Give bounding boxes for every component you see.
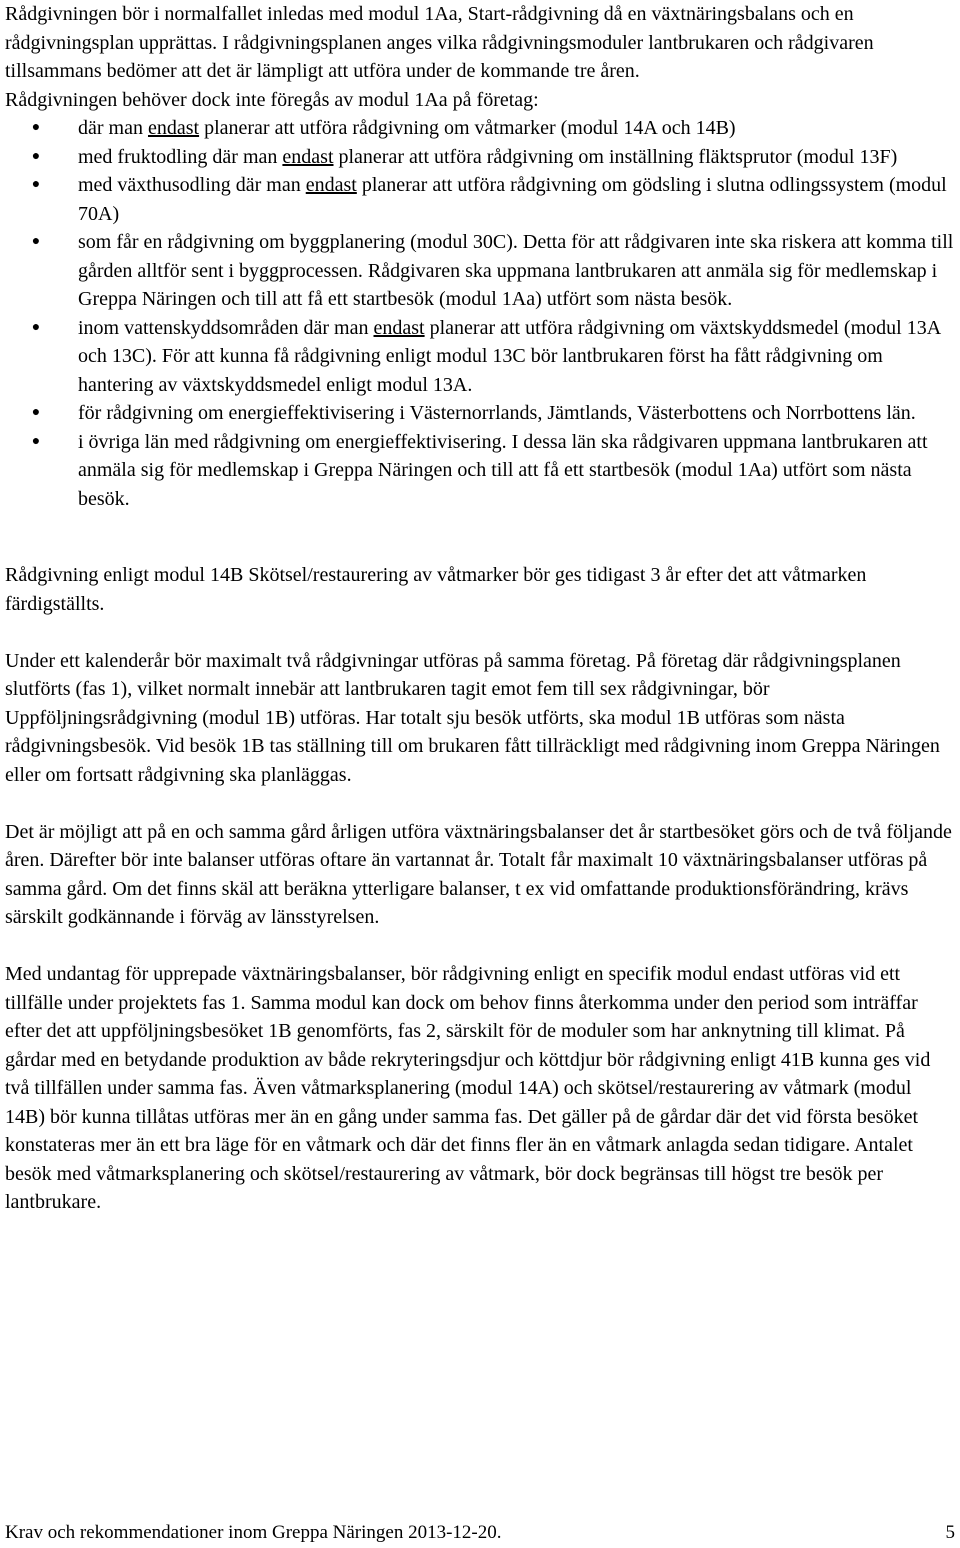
- bullet-icon: ●: [31, 148, 41, 164]
- list-item: [5, 228, 955, 314]
- document-page: [5, 0, 955, 1217]
- bullet-icon: ●: [31, 177, 41, 192]
- list-item: [5, 114, 955, 143]
- exception-list: [5, 114, 955, 513]
- intro-paragraph: Rådgivningen bör i normalfallet inledas med modul 1Aa, Start-rådgivning då en växtnäringsbalans och en rådgivningsplan upprättas. I rådgivningsplanen anges vilka rådgivningsmoduler lantbrukaren och rådgivaren tillsammans bedömer att det är lämpligt att utföra under de kommande tre åren.: [5, 3, 874, 82]
- paragraph-followup: Under ett kalenderår bör maximalt två rådgivningar utföras på samma företag. På företag där rådgivningsplanen slutförts (fas 1), vilket normalt innebär att lantbrukaren tagit emot fem till sex rådgivningar, bör Uppföljningsrådgivning (modul 1B) utföras. Har totalt sju besök utförts, ska modul 1B utföras som nästa rådgivningsbesök. Vid besök 1B tas ställning till om brukaren fått tillräckligt med rådgivning inom Greppa Näringen eller om fortsatt rådgivning ska planläggas.: [5, 649, 940, 786]
- bullet-icon: ●: [31, 433, 41, 449]
- list-item-text: planerar att utföra rådgivning om våtmarker (modul 14A och 14B): [199, 117, 736, 139]
- list-item-text: inom vattenskyddsområden där man: [78, 316, 374, 339]
- paragraph-nutrient-balances: Det är möjligt att på en och samma gård årligen utföra växtnäringsbalanser det år startbesöket görs och de två följande åren. Därefter bör inte balanser utföras oftare än vartannat år. Totalt får maximalt 10 växtnäringsbalanser utföras på samma gård. Om det finns skäl att beräkna ytterligare balanser, t ex vid omfattande produktionsförändring, krävs särskilt godkännande i förväg av länsstyrelsen.: [5, 820, 952, 928]
- page-number: 5: [945, 1522, 955, 1543]
- emphasis-underline: endast: [305, 174, 357, 196]
- list-item: [5, 143, 955, 172]
- list-item-text: för rådgivning om energieffektivisering i Västernorrlands, Jämtlands, Västerbottens och Norrbottens län.: [78, 402, 916, 424]
- list-item: [5, 314, 955, 400]
- list-item-text: planerar att utföra rådgivning om växtskyddsmedel (modul 13A och 13C). För att kunna få rådgivning enligt modul 13C bör lantbrukaren först ha fått rådgivning om hantering av växtskyddsmedel enligt modul 13A.: [78, 316, 941, 396]
- emphasis-underline: endast: [282, 145, 334, 168]
- list-item-text: med växthusodling där man: [78, 174, 306, 196]
- list-item: [5, 428, 955, 514]
- list-item-text: planerar att utföra rådgivning om inställning fläktsprutor (modul 13F): [333, 145, 898, 168]
- list-item: [5, 399, 955, 428]
- bullet-icon: ●: [31, 319, 41, 335]
- list-item-text: planerar att utföra rådgivning om gödsling i slutna odlingssystem (modul 70A): [78, 174, 947, 225]
- list-item: [5, 171, 955, 228]
- footer-text: Krav och rekommendationer inom Greppa Näringen 2013-12-20.: [5, 1522, 502, 1543]
- bullet-list-lead: Rådgivningen behöver dock inte föregås av modul 1Aa på företag:: [5, 88, 539, 111]
- list-item-text: med fruktodling där man: [78, 145, 283, 168]
- bullet-icon: ●: [31, 405, 41, 420]
- list-item-text: i övriga län med rådgivning om energieffektivisering. I dessa län ska rådgivaren uppmana lantbrukaren att anmäla sig för medlemskap i Greppa Näringen och till att få ett startbesök (modul 1Aa) utfört som nästa besök.: [78, 430, 928, 510]
- emphasis-underline: endast: [147, 117, 200, 139]
- page-footer: [5, 1521, 955, 1545]
- list-item-text: där man: [78, 117, 148, 139]
- paragraph-wetland-maintenance: Rådgivning enligt modul 14B Skötsel/restaurering av våtmarker bör ges tidigast 3 år efter det att våtmarken färdigställts.: [5, 564, 867, 615]
- emphasis-underline: endast: [373, 316, 425, 339]
- bullet-icon: ●: [31, 120, 41, 135]
- list-item-text: som får en rådgivning om byggplanering (modul 30C). Detta för att rådgivaren inte ska riskera att komma till gården alltför sent i byggprocessen. Rådgivaren ska uppmana lantbrukaren att anmäla sig för medlemskap i Greppa Näringen och till att få ett startbesök (modul 1Aa) utfört som nästa besök.: [78, 231, 954, 310]
- paragraph-module-repeat: Med undantag för upprepade växtnäringsbalanser, bör rådgivning enligt en specifik modul endast utföras vid ett tillfälle under projektets fas 1. Samma modul kan dock om behov finns återkomma under den period som inträffar efter det att uppföljningsbesöket 1B genomförts, fas 2, särskilt för de moduler som har anknytning till klimat. På gårdar med en betydande produktion av både rekryteringsdjur och köttdjur bör rådgivning enligt 41B kunna ges vid två tillfällen under samma fas. Även våtmarksplanering (modul 14A) och skötsel/restaurering av våtmark (modul 14B) bör kunna tillåtas utföras mer än en gång under samma fas. Det gäller på de gårdar där det vid första besöket konstateras mer än ett bra läge för en våtmark och där det finns fler än en våtmark anlagda sedan tidigare. Antalet besök med våtmarksplanering och skötsel/restaurering av våtmark, bör dock begränsas till högst tre besök per lantbrukare.: [5, 963, 931, 1213]
- bullet-icon: ●: [31, 234, 41, 249]
